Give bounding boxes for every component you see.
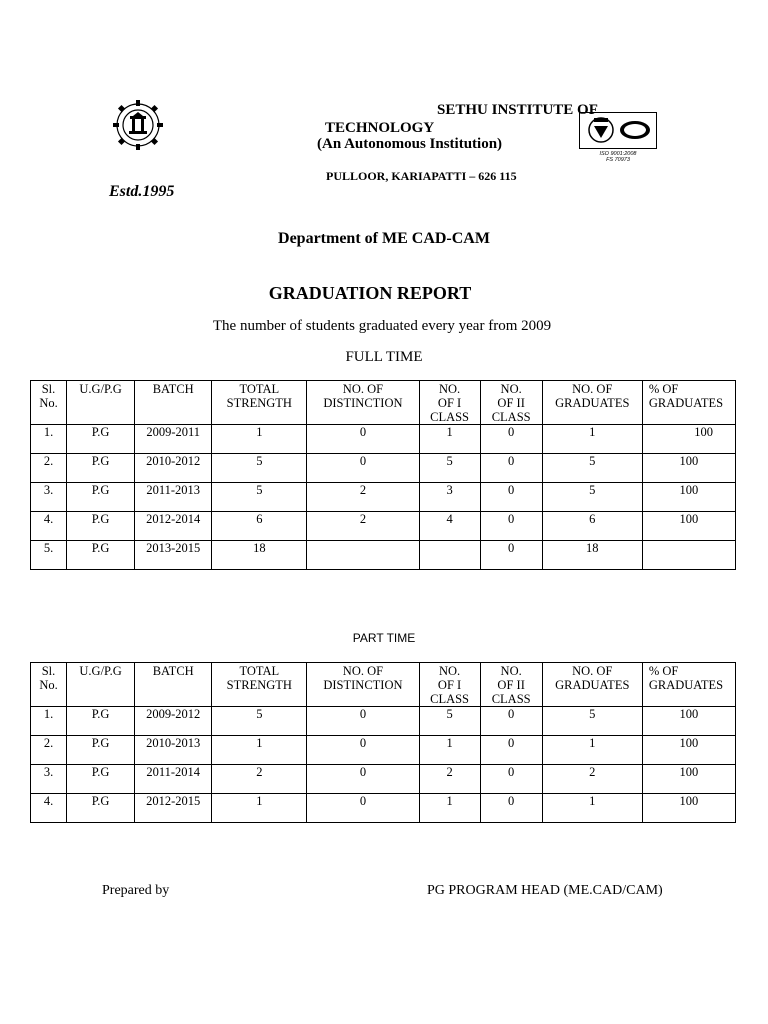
table-cell: 0 — [307, 765, 419, 794]
full-time-table — [30, 380, 736, 570]
full-time-heading: FULL TIME — [345, 349, 423, 365]
table-cell: 100 — [642, 765, 735, 794]
column-header: NO. OF II CLASS — [480, 381, 542, 425]
table-cell: 1. — [31, 425, 67, 454]
table-row — [31, 765, 736, 794]
program-head-signature: PG PROGRAM HEAD (ME.CAD/CAM) — [427, 883, 663, 898]
table-cell: 5 — [212, 454, 307, 483]
table-cell: 2009-2011 — [135, 425, 212, 454]
cert-text-1: ISO 9001:2008 — [599, 151, 637, 157]
column-header: NO. OF GRADUATES — [542, 663, 642, 707]
table-cell: 2 — [307, 483, 419, 512]
table-cell: 2010-2012 — [135, 454, 212, 483]
table-cell: 5 — [419, 454, 480, 483]
table-cell: 0 — [480, 736, 542, 765]
table-cell: 0 — [480, 425, 542, 454]
table-cell: 2009-2012 — [135, 707, 212, 736]
table-header-row — [31, 381, 736, 425]
table-cell: 3. — [31, 765, 67, 794]
table-header-row — [31, 663, 736, 707]
table-cell: 2. — [31, 736, 67, 765]
table-cell: 2. — [31, 454, 67, 483]
column-header: U.G/P.G — [67, 663, 135, 707]
column-header: Sl. No. — [31, 381, 67, 425]
table-cell: 5 — [212, 483, 307, 512]
table-cell: 0 — [480, 707, 542, 736]
table-cell: P.G — [67, 454, 135, 483]
table-cell: 4 — [419, 512, 480, 541]
column-header: BATCH — [135, 381, 212, 425]
table-cell: P.G — [67, 794, 135, 823]
table-cell: 0 — [480, 454, 542, 483]
table-cell: 4. — [31, 512, 67, 541]
column-header: NO. OF GRADUATES — [542, 381, 642, 425]
table-cell: 0 — [480, 765, 542, 794]
table-row — [31, 512, 736, 541]
institute-logo — [110, 98, 166, 152]
table-cell: 100 — [642, 425, 735, 454]
table-cell: 1 — [419, 794, 480, 823]
table-cell: 0 — [307, 707, 419, 736]
department-name: Department of ME CAD-CAM — [278, 230, 490, 247]
table-cell: 1 — [419, 425, 480, 454]
table-cell: 18 — [542, 541, 642, 570]
table-cell: 1. — [31, 707, 67, 736]
table-cell: 0 — [480, 541, 542, 570]
table-cell: 2 — [307, 512, 419, 541]
table-cell: 100 — [642, 794, 735, 823]
table-cell: 2 — [419, 765, 480, 794]
institute-name-line1: SETHU INSTITUTE OF — [437, 102, 598, 118]
table-row — [31, 794, 736, 823]
table-cell: 6 — [542, 512, 642, 541]
table-cell: 2011-2014 — [135, 765, 212, 794]
column-header: % OF GRADUATES — [642, 663, 735, 707]
table-cell: 2011-2013 — [135, 483, 212, 512]
table-cell: 100 — [642, 736, 735, 765]
table-cell: 0 — [307, 454, 419, 483]
table-cell: 0 — [480, 794, 542, 823]
column-header: NO. OF II CLASS — [480, 663, 542, 707]
table-cell: P.G — [67, 765, 135, 794]
table-cell: 1 — [542, 794, 642, 823]
column-header: Sl. No. — [31, 663, 67, 707]
table-cell: P.G — [67, 736, 135, 765]
table-cell: 0 — [480, 512, 542, 541]
table-cell — [419, 541, 480, 570]
table-cell: P.G — [67, 541, 135, 570]
table-cell: 5 — [542, 454, 642, 483]
table-cell: 100 — [642, 483, 735, 512]
table-cell: 1 — [419, 736, 480, 765]
table-cell: 100 — [642, 512, 735, 541]
column-header: TOTAL STRENGTH — [212, 381, 307, 425]
table-cell: 3. — [31, 483, 67, 512]
table-cell: 5. — [31, 541, 67, 570]
table-cell: 5 — [542, 483, 642, 512]
table-row — [31, 483, 736, 512]
table-cell: 0 — [307, 425, 419, 454]
table-row — [31, 541, 736, 570]
cert-text-2: FS 70973 — [606, 157, 630, 162]
table-row — [31, 425, 736, 454]
table-cell — [307, 541, 419, 570]
table-row — [31, 707, 736, 736]
table-cell: 2013-2015 — [135, 541, 212, 570]
table-cell: 100 — [642, 454, 735, 483]
table-cell: 2 — [212, 765, 307, 794]
certification-logos — [579, 112, 657, 162]
column-header: TOTAL STRENGTH — [212, 663, 307, 707]
table-cell: 2012-2015 — [135, 794, 212, 823]
table-cell: 1 — [212, 736, 307, 765]
table-cell: 3 — [419, 483, 480, 512]
table-cell: P.G — [67, 707, 135, 736]
table-cell: 1 — [542, 425, 642, 454]
table-cell: 4. — [31, 794, 67, 823]
table-cell: P.G — [67, 512, 135, 541]
table-cell: 0 — [480, 483, 542, 512]
table-cell: 5 — [212, 707, 307, 736]
table-cell: 6 — [212, 512, 307, 541]
institute-name-line2: TECHNOLOGY — [325, 120, 435, 136]
table-cell: 1 — [212, 425, 307, 454]
table-cell: 0 — [307, 736, 419, 765]
table-cell: 5 — [542, 707, 642, 736]
column-header: BATCH — [135, 663, 212, 707]
table-cell: 1 — [542, 736, 642, 765]
column-header: U.G/P.G — [67, 381, 135, 425]
table-cell: 0 — [307, 794, 419, 823]
table-cell: 2 — [542, 765, 642, 794]
column-header: NO. OF DISTINCTION — [307, 663, 419, 707]
table-cell — [642, 541, 735, 570]
table-cell: P.G — [67, 425, 135, 454]
table-cell: 2012-2014 — [135, 512, 212, 541]
column-header: NO. OF I CLASS — [419, 663, 480, 707]
institute-address: PULLOOR, KARIAPATTI – 626 115 — [326, 169, 517, 183]
column-header: % OF GRADUATES — [642, 381, 735, 425]
table-row — [31, 736, 736, 765]
table-cell: P.G — [67, 483, 135, 512]
column-header: NO. OF I CLASS — [419, 381, 480, 425]
report-title: GRADUATION REPORT — [268, 283, 472, 303]
table-cell: 5 — [419, 707, 480, 736]
prepared-by-label: Prepared by — [102, 883, 170, 898]
column-header: NO. OF DISTINCTION — [307, 381, 419, 425]
table-cell: 2010-2013 — [135, 736, 212, 765]
table-cell: 18 — [212, 541, 307, 570]
institute-status: (An Autonomous Institution) — [317, 136, 503, 152]
table-cell: 1 — [212, 794, 307, 823]
part-time-heading: PART TIME — [352, 631, 416, 645]
part-time-table — [30, 662, 736, 823]
table-row — [31, 454, 736, 483]
table-cell: 100 — [642, 707, 735, 736]
report-subtitle: The number of students graduated every year from 2009 — [212, 318, 552, 334]
established-year: Estd.1995 — [109, 183, 175, 200]
